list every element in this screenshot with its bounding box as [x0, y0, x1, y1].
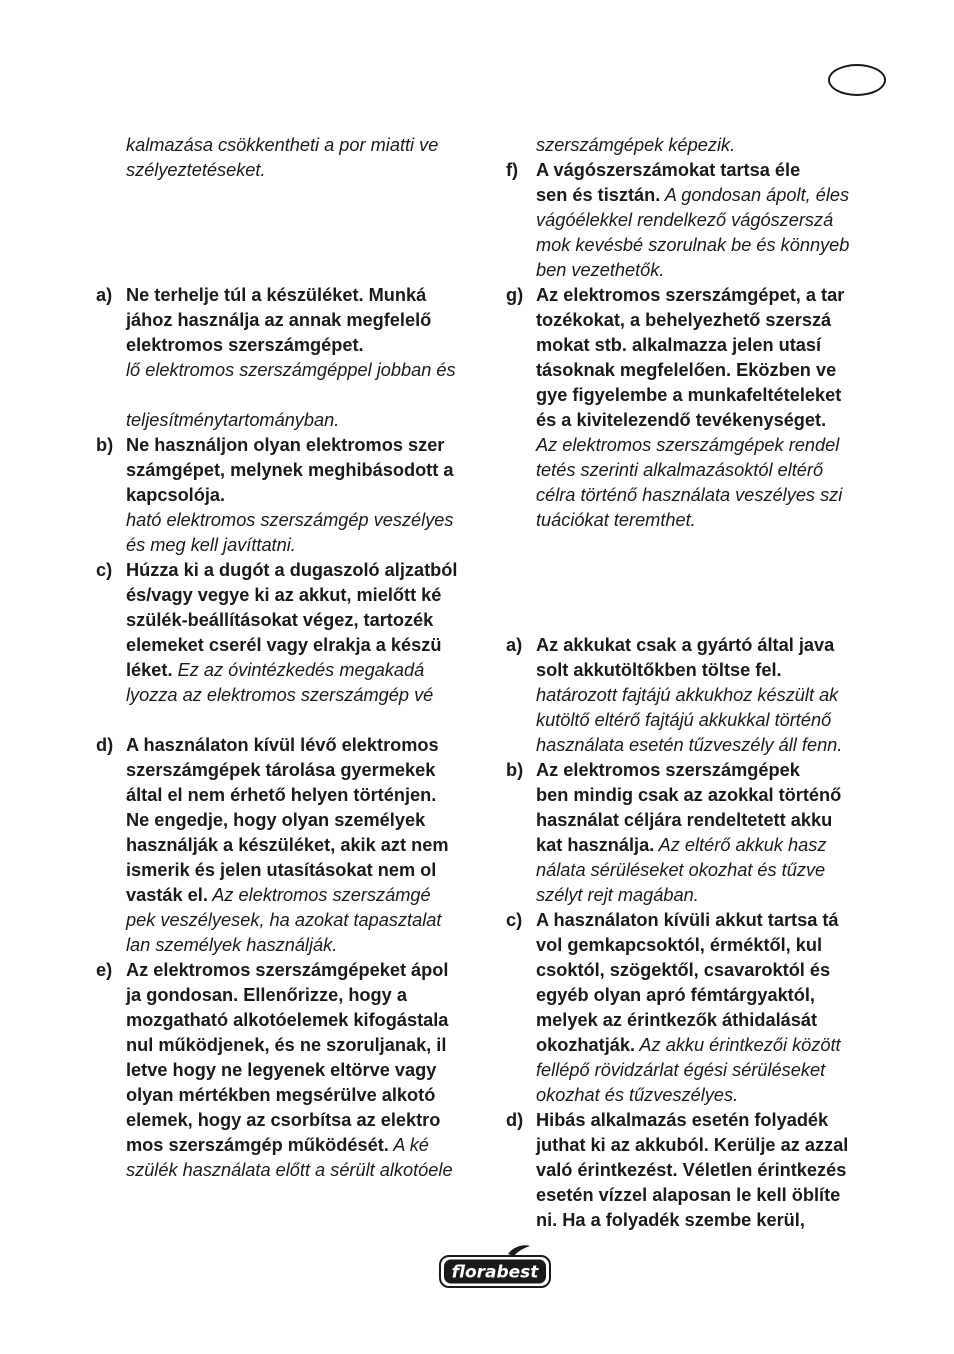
item-label: e)	[96, 960, 113, 980]
item-bold-text: mozgatható alkotóelemek kifogástala	[126, 1010, 449, 1030]
item-label: a)	[96, 285, 113, 305]
item-label: g)	[506, 285, 524, 305]
item-italic-text: pek veszélyesek, ha azokat tapasztalat	[126, 910, 442, 930]
item-bold-text: kapcsolója.	[126, 485, 226, 505]
list-item-b	[96, 433, 488, 558]
item-bold-text: ben mindig csak az azokkal történő	[536, 785, 842, 805]
item-bold-text: elemeket cserél vagy elrakja a készü	[126, 635, 442, 655]
item-italic-text: teljesítménytartományban.	[126, 410, 340, 430]
list-item-c	[96, 558, 488, 708]
item-italic-text: szülék használata előtt a sérült alkotóele	[126, 1160, 453, 1180]
item-bold-text: használják a készüléket, akik azt nem	[126, 835, 449, 855]
item-bold-text: Ne engedje, hogy olyan személyek	[126, 810, 426, 830]
item-bold-text: elemek, hogy az csorbítsa az elektro	[126, 1110, 441, 1130]
intro-line: kalmazása csökkentheti a por miatti ve	[126, 135, 439, 155]
list-item-battery-a	[506, 633, 898, 758]
item-bold-text: Ne használjon olyan elektromos szer	[126, 435, 445, 455]
item-label: d)	[96, 735, 114, 755]
item-bold-text: A használaton kívüli akkut tartsa tá	[536, 910, 839, 930]
item-bold-text: esetén vízzel alaposan le kell öblíte	[536, 1185, 841, 1205]
item-bold-text: A vágószerszámokat tartsa éle	[536, 160, 801, 180]
language-badge-oval	[828, 64, 886, 96]
item-italic-text: Az eltérő akkuk hasz	[654, 835, 827, 855]
item-bold-text: ismerik és jelen utasításokat nem ol	[126, 860, 437, 880]
item-bold-text: használat céljára rendeltetett akku	[536, 810, 833, 830]
list-item-e	[96, 958, 488, 1183]
item-bold-text: gye figyelembe a munkafeltételeket	[536, 385, 842, 405]
list-item-g	[506, 283, 898, 533]
item-italic-text: vágóélekkel rendelkező vágószerszá	[536, 210, 834, 230]
item-italic-text: mok kevésbé szorulnak be és könnyeb	[536, 235, 850, 255]
item-bold-text: olyan mértékben megsérülve alkotó	[126, 1085, 436, 1105]
item-italic-text: okozhat és tűzveszélyes.	[536, 1085, 739, 1105]
item-bold-text: okozhatják.	[536, 1035, 636, 1055]
item-bold-text: mokat stb. alkalmazza jelen utasí	[536, 335, 822, 355]
item-italic-text: célra történő használata veszélyes szi	[536, 485, 843, 505]
intro-line: szerszámgépek képezik.	[536, 135, 736, 155]
item-bold-text: vasták el.	[126, 885, 208, 905]
item-italic-text: kutöltő eltérő fajtájú akkukkal történő	[536, 710, 832, 730]
item-label: c)	[96, 560, 113, 580]
item-label: c)	[506, 910, 523, 930]
item-bold-text: Az akkukat csak a gyártó által java	[536, 635, 835, 655]
item-bold-text: szülék-beállításokat végez, tartozék	[126, 610, 434, 630]
logo-text: florabest	[451, 1262, 539, 1283]
item-bold-text: A használaton kívül lévő elektromos	[126, 735, 439, 755]
item-bold-text: Az elektromos szerszámgépeket ápol	[126, 960, 449, 980]
item-label: a)	[506, 635, 523, 655]
item-bold-text: tozékokat, a behelyezhető szerszá	[536, 310, 832, 330]
item-italic-text: fellépő rövidzárlat égési sérüléseket	[536, 1060, 826, 1080]
item-bold-text: elektromos szerszámgépet.	[126, 335, 364, 355]
item-italic-text: lan személyek használják.	[126, 935, 338, 955]
list-item-d	[96, 733, 488, 958]
item-bold-text: ni. Ha a folyadék szembe kerül,	[536, 1210, 805, 1230]
item-bold-text: Hibás alkalmazás esetén folyadék	[536, 1110, 829, 1130]
item-italic-text: használata esetén tűzveszély áll fenn.	[536, 735, 843, 755]
item-italic-text: Ez az óvintézkedés megakadá	[172, 660, 425, 680]
item-italic-text: lő elektromos szerszámgéppel jobban és	[126, 360, 456, 380]
item-italic-text: tetés szerinti alkalmazásoktól eltérő	[536, 460, 824, 480]
item-italic-text	[96, 383, 488, 408]
item-bold-text: sen és tisztán.	[536, 185, 661, 205]
florabest-logo	[438, 1244, 552, 1290]
item-bold-text: solt akkutöltőkben töltse fel.	[536, 660, 782, 680]
item-italic-text: szélyt rejt magában.	[536, 885, 699, 905]
item-bold-text: tásoknak megfelelően. Eközben ve	[536, 360, 837, 380]
item-bold-text: Ne terhelje túl a készüléket. Munká	[126, 285, 427, 305]
item-bold-text: jához használja az annak megfelelő	[126, 310, 432, 330]
item-italic-text: ben vezethetők.	[536, 260, 665, 280]
item-bold-text: Húzza ki a dugót a dugaszoló aljzatból	[126, 560, 458, 580]
item-italic-text: és meg kell javíttatni.	[126, 535, 296, 555]
item-bold-text: ja gondosan. Ellenőrizze, hogy a	[126, 985, 407, 1005]
item-italic-text: Az elektromos szerszámgépek rendel	[536, 435, 840, 455]
item-italic-text: határozott fajtájú akkukhoz készült ak	[536, 685, 839, 705]
item-italic-text: A ké	[388, 1135, 429, 1155]
item-bold-text: való érintkezést. Véletlen érintkezés	[536, 1160, 847, 1180]
item-bold-text: szerszámgépek tárolása gyermekek	[126, 760, 436, 780]
item-label: f)	[506, 160, 519, 180]
item-italic-text: Az elektromos szerszámgé	[207, 885, 431, 905]
item-italic-text: A gondosan ápolt, éles	[660, 185, 850, 205]
item-bold-text: Az elektromos szerszámgépet, a tar	[536, 285, 845, 305]
intro-line: szélyeztetéseket.	[126, 160, 266, 180]
item-bold-text: juthat ki az akkuból. Kerülje az azzal	[536, 1135, 849, 1155]
logo-graphic	[438, 1244, 552, 1290]
list-item-battery-d	[506, 1108, 898, 1233]
item-italic-text: ható elektromos szerszámgép veszélyes	[126, 510, 454, 530]
item-bold-text: nul működjenek, és ne szoruljanak, il	[126, 1035, 447, 1055]
item-bold-text: és/vagy vegye ki az akkut, mielőtt ké	[126, 585, 442, 605]
item-bold-text: által el nem érhető helyen történjen.	[126, 785, 437, 805]
item-bold-text: csoktól, szögektől, csavaroktól és	[536, 960, 831, 980]
left-column	[96, 133, 488, 1183]
item-bold-text: melyek az érintkezők áthidalását	[536, 1010, 818, 1030]
item-label: b)	[506, 760, 524, 780]
item-bold-text: és a kivitelezendő tevékenységet.	[536, 410, 827, 430]
item-italic-text: nálata sérüléseket okozhat és tűzve	[536, 860, 826, 880]
list-item-battery-c	[506, 908, 898, 1108]
item-italic-text: tuációkat teremthet.	[536, 510, 696, 530]
item-italic-text: Az akku érintkezői között	[635, 1035, 841, 1055]
item-bold-text: mos szerszámgép működését.	[126, 1135, 389, 1155]
item-bold-text: számgépet, melynek meghibásodott a	[126, 460, 454, 480]
item-bold-text: letve hogy ne legyenek eltörve vagy	[126, 1060, 437, 1080]
list-item-battery-b	[506, 758, 898, 908]
list-item-f	[506, 158, 898, 283]
item-bold-text: egyéb olyan apró fémtárgyaktól,	[536, 985, 815, 1005]
item-label: b)	[96, 435, 114, 455]
item-bold-text: Az elektromos szerszámgépek	[536, 760, 800, 780]
list-item-a	[96, 283, 488, 433]
right-column	[506, 133, 898, 1233]
item-bold-text: vol gemkapcsoktól, érméktől, kul	[536, 935, 823, 955]
item-bold-text: kat használja.	[536, 835, 655, 855]
item-label: d)	[506, 1110, 524, 1130]
item-bold-text: léket.	[126, 660, 173, 680]
item-italic-text: lyozza az elektromos szerszámgép vé	[126, 685, 434, 705]
